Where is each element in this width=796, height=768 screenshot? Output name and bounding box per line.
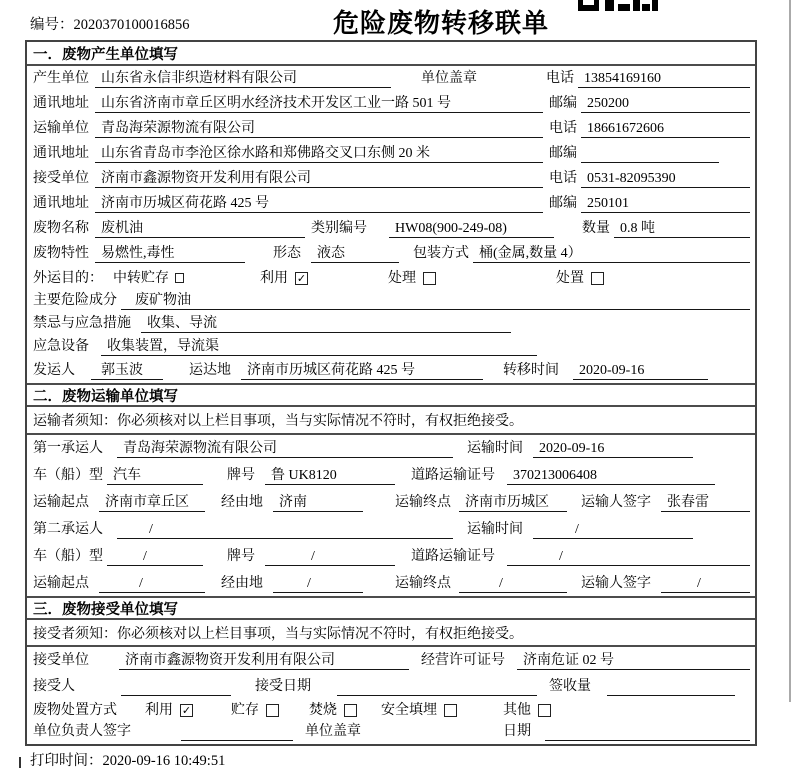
taboo-label: 禁忌与应急措施 — [33, 316, 131, 331]
received-qty-field — [607, 677, 735, 696]
disposal-option-storage — [231, 701, 279, 720]
manifest-form-table — [25, 40, 757, 746]
carrier2-sign-field: / — [661, 574, 750, 593]
transfer-time-label: 转移时间 — [503, 363, 559, 378]
disposal-option-label: 安全填埋 — [381, 702, 437, 718]
producer-label: 产生单位 — [33, 71, 89, 86]
carrier1-label: 第一承运人 — [33, 441, 103, 456]
carrier2-end-field: / — [459, 574, 567, 593]
disposal-incinerate-checkbox — [344, 704, 357, 717]
doc-number — [30, 13, 190, 34]
row-purpose — [27, 266, 755, 290]
receive-unit-field: 济南市鑫源物资开发利用有限公司 — [119, 651, 409, 670]
receiver-address-field: 济南市历城区荷花路 425 号 — [95, 194, 543, 213]
unit-seal-label: 单位盖章 — [305, 724, 361, 739]
carrier2-vehicle-field: / — [107, 547, 203, 566]
disposal-option-other — [503, 701, 551, 720]
category-label: 类别编号 — [311, 221, 367, 236]
carrier1-via-field: 济南 — [273, 493, 363, 512]
receiver-phone-label: 电话 — [549, 171, 577, 186]
carrier2-via-field: / — [273, 574, 363, 593]
end-label: 运输终点 — [395, 495, 451, 510]
row-carrier1-route — [27, 488, 755, 515]
row-receiver — [27, 166, 755, 191]
packaging-label: 包装方式 — [413, 246, 469, 261]
equipment-field: 收集装置，导流渠 — [101, 337, 537, 356]
carrier1-end-field: 济南市历城区 — [459, 493, 567, 512]
form-field: 液态 — [311, 244, 399, 263]
packaging-field: 桶(金属,数量 4） — [473, 244, 750, 263]
license-field: 济南危证 02 号 — [517, 651, 750, 670]
receiver-zip-label: 邮编 — [549, 196, 577, 211]
recipient-field — [121, 677, 231, 696]
row-transporter — [27, 116, 755, 141]
carrier1-sign-field: 张春雷 — [661, 493, 750, 512]
receive-date-field — [337, 677, 537, 696]
carrier2-label: 第二承运人 — [33, 522, 103, 537]
receiver-label: 接受单位 — [33, 171, 89, 186]
transporter-zip-field — [581, 144, 719, 163]
purpose-option-utilize — [260, 269, 308, 288]
sign-date-field — [545, 722, 750, 741]
section2-header: 二．废物运输单位填写 — [27, 383, 755, 407]
row-shipper — [27, 359, 755, 383]
page-artifact-mark — [19, 757, 21, 768]
plate-label: 牌号 — [227, 549, 255, 564]
utilize-checkbox: ✓ — [296, 271, 307, 285]
disposal-utilize-checkbox: ✓ — [181, 703, 192, 717]
vehicle-label: 车（船）型 — [33, 468, 103, 483]
hazard-label: 主要危险成分 — [33, 293, 117, 308]
trait-field: 易燃性,毒性 — [95, 244, 245, 263]
waste-name-field: 废机油 — [95, 219, 305, 238]
section1-header: 一．废物产生单位填写 — [27, 42, 755, 66]
carrier2-road-cert-field: / — [507, 547, 750, 566]
end-label: 运输终点 — [395, 576, 451, 591]
producer-zip-label: 邮编 — [549, 96, 577, 111]
section3-header: 三．废物接受单位填写 — [27, 596, 755, 620]
carrier2-field: / — [117, 520, 453, 539]
page-edge-line — [789, 0, 791, 702]
carrier1-road-cert-field: 370213006408 — [507, 466, 715, 485]
row-carrier2 — [27, 515, 755, 542]
row-carrier2-route — [27, 569, 755, 596]
transporter-label: 运输单位 — [33, 121, 89, 136]
quantity-field: 0.8 吨 — [614, 219, 750, 238]
transfer-time-field: 2020-09-16 — [573, 361, 708, 380]
row-producer — [27, 66, 755, 91]
road-cert-label: 道路运输证号 — [411, 549, 495, 564]
carrier1-time-field: 2020-09-16 — [533, 439, 693, 458]
transporter-address-field: 山东省青岛市李沧区徐水路和郑佛路交叉口东侧 20 米 — [95, 144, 543, 163]
road-cert-label: 道路运输证号 — [411, 468, 495, 483]
row-waste-name — [27, 216, 755, 241]
purpose-option-label: 处置 — [556, 270, 584, 286]
producer-phone-field: 13854169160 — [578, 69, 750, 88]
via-label: 经由地 — [221, 576, 263, 591]
origin-label: 运输起点 — [33, 576, 89, 591]
vehicle-label: 车（船）型 — [33, 549, 103, 564]
receive-unit-label: 接受单位 — [33, 653, 89, 668]
print-time-label: 打印时间： — [30, 753, 103, 768]
row-responsible-sign — [27, 721, 755, 744]
responsible-signer-field — [181, 722, 293, 741]
transporter-notice: 运输者须知：你必须核对以上栏目事项，当与实际情况不符时，有权拒绝接受。 — [27, 407, 755, 435]
via-label: 经由地 — [221, 495, 263, 510]
row-carrier1 — [27, 435, 755, 461]
producer-field: 山东省永信非织造材料有限公司 — [95, 69, 391, 88]
row-transporter-address — [27, 141, 755, 166]
row-carrier1-vehicle — [27, 461, 755, 488]
row-taboo-measures — [27, 313, 755, 336]
disposal-label: 废物处置方式 — [33, 702, 117, 718]
form-label: 形态 — [273, 246, 301, 261]
carrier2-time-label: 运输时间 — [467, 522, 523, 537]
disposal-option-label: 贮存 — [231, 702, 259, 718]
treat-checkbox — [423, 272, 436, 285]
dispose-checkbox — [591, 272, 604, 285]
receiver-field: 济南市鑫源物资开发利用有限公司 — [95, 169, 543, 188]
sign-label: 运输人签字 — [581, 495, 651, 510]
license-label: 经营许可证号 — [421, 653, 505, 668]
received-qty-label: 签收量 — [549, 679, 591, 694]
purpose-option-treat — [388, 269, 436, 288]
doc-number-value: 2020370100016856 — [73, 17, 190, 33]
disposal-option-landfill — [381, 701, 457, 720]
carrier1-plate-field: 鲁 UK8120 — [265, 466, 395, 485]
purpose-option-transfer-storage — [113, 269, 184, 288]
trait-label: 废物特性 — [33, 246, 89, 261]
purpose-option-label: 中转贮存 — [113, 270, 169, 286]
disposal-option-label: 焚烧 — [309, 702, 337, 718]
sign-date-label: 日期 — [503, 724, 531, 739]
disposal-storage-checkbox — [266, 704, 279, 717]
disposal-option-label: 利用 — [145, 702, 173, 718]
receiver-notice: 接受者须知：你必须核对以上栏目事项，当与实际情况不符时，有权拒绝接受。 — [27, 620, 755, 647]
carrier2-time-field: / — [533, 520, 693, 539]
transporter-zip-label: 邮编 — [549, 146, 577, 161]
row-emergency-equipment — [27, 336, 755, 359]
receiver-zip-field: 250101 — [581, 194, 750, 213]
print-time-value: 2020-09-16 10:49:51 — [102, 753, 226, 768]
purpose-label: 外运目的： — [33, 270, 103, 286]
quantity-label: 数量 — [582, 221, 610, 236]
transporter-field: 青岛海荣源物流有限公司 — [95, 119, 543, 138]
receive-date-label: 接受日期 — [255, 679, 311, 694]
receiver-phone-field: 0531-82095390 — [581, 169, 750, 188]
row-disposal-method — [27, 699, 755, 721]
taboo-field: 收集、导流 — [141, 314, 511, 333]
row-carrier2-vehicle — [27, 542, 755, 569]
purpose-option-dispose — [556, 269, 604, 288]
carrier1-field: 青岛海荣源物流有限公司 — [117, 439, 453, 458]
doc-number-label: 编号： — [30, 17, 74, 33]
disposal-landfill-checkbox — [444, 704, 457, 717]
equipment-label: 应急设备 — [33, 339, 89, 354]
row-producer-address — [27, 91, 755, 116]
row-waste-trait — [27, 241, 755, 266]
disposal-option-incinerate — [309, 701, 357, 720]
shipper-field: 郭玉波 — [91, 361, 163, 380]
transporter-phone-label: 电话 — [549, 121, 577, 136]
plate-label: 牌号 — [227, 468, 255, 483]
disposal-option-utilize — [145, 701, 193, 720]
transporter-phone-field: 18661672606 — [581, 119, 750, 138]
producer-zip-field: 250200 — [581, 94, 750, 113]
transporter-address-label: 通讯地址 — [33, 146, 89, 161]
row-hazard-component — [27, 290, 755, 313]
row-receive-unit — [27, 647, 755, 673]
transfer-storage-checkbox — [175, 273, 184, 283]
destination-field: 济南市历城区荷花路 425 号 — [241, 361, 483, 380]
producer-address-field: 山东省济南市章丘区明水经济技术开发区工业一路 501 号 — [95, 94, 543, 113]
page-title: 危险废物转移联单 — [333, 8, 550, 38]
receiver-address-label: 通讯地址 — [33, 196, 89, 211]
shipper-label: 发运人 — [33, 363, 75, 378]
disposal-other-checkbox — [538, 704, 551, 717]
producer-address-label: 通讯地址 — [33, 96, 89, 111]
row-recipient — [27, 673, 755, 699]
destination-label: 运达地 — [189, 363, 231, 378]
disposal-option-label: 其他 — [503, 702, 531, 718]
unit-seal-label: 单位盖章 — [421, 71, 477, 86]
waste-name-label: 废物名称 — [33, 221, 89, 236]
hazard-field: 废矿物油 — [121, 291, 750, 310]
carrier1-origin-field: 济南市章丘区 — [99, 493, 205, 512]
row-receiver-address — [27, 191, 755, 216]
carrier1-vehicle-field: 汽车 — [107, 466, 203, 485]
qr-code-fragment — [578, 0, 658, 16]
carrier1-time-label: 运输时间 — [467, 441, 523, 456]
sign-label: 运输人签字 — [581, 576, 651, 591]
recipient-label: 接受人 — [33, 679, 75, 694]
purpose-option-label: 利用 — [260, 270, 288, 286]
carrier2-origin-field: / — [99, 574, 205, 593]
origin-label: 运输起点 — [33, 495, 89, 510]
producer-phone-label: 电话 — [546, 71, 574, 86]
category-field: HW08(900-249-08) — [389, 219, 554, 238]
print-time — [30, 749, 225, 768]
purpose-option-label: 处理 — [388, 270, 416, 286]
responsible-signer-label: 单位负责人签字 — [33, 724, 131, 739]
carrier2-plate-field: / — [265, 547, 395, 566]
